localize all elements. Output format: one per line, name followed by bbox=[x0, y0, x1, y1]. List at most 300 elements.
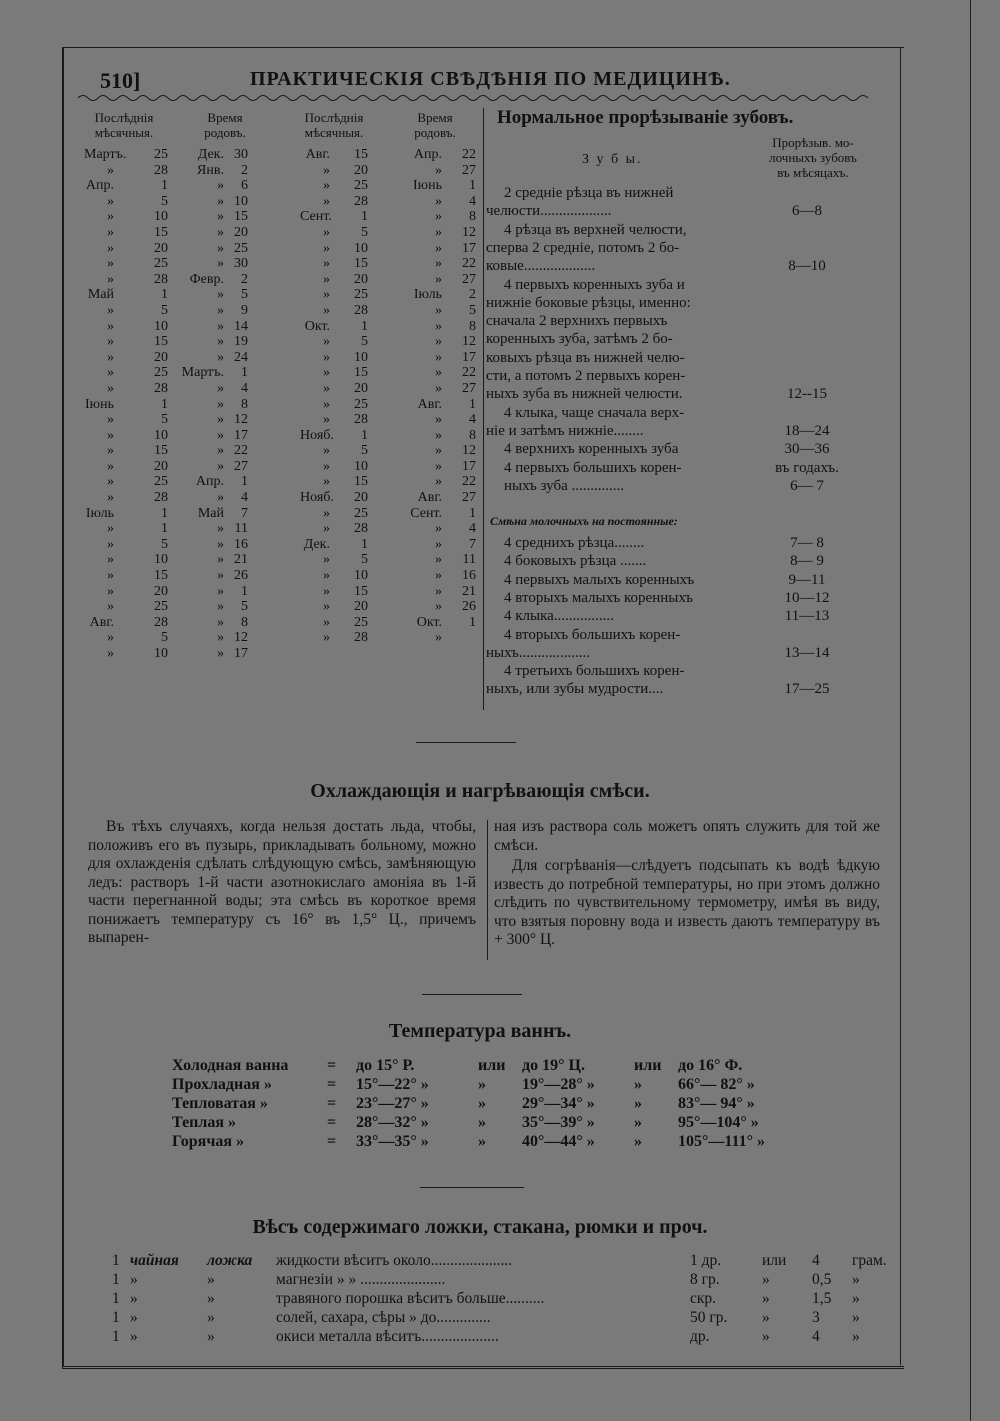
table-cell: Горячая » bbox=[172, 1133, 245, 1150]
table-cell: » bbox=[435, 318, 442, 334]
table-cell: 4 bbox=[469, 521, 476, 537]
table-cell: » bbox=[107, 271, 114, 287]
table-cell: 33°—35° » bbox=[356, 1133, 429, 1150]
teeth-line: 4 среднихъ рѣзца........ bbox=[504, 535, 645, 551]
table-cell: Холодная ванна bbox=[172, 1057, 289, 1074]
table-row bbox=[84, 443, 248, 459]
table-cell: 24 bbox=[234, 349, 248, 365]
table-cell: 22 bbox=[462, 474, 476, 490]
table-cell: 27 bbox=[462, 162, 476, 178]
table-row bbox=[300, 443, 476, 459]
table-row bbox=[84, 630, 248, 646]
table-cell: 20 bbox=[354, 162, 368, 178]
table-cell: » bbox=[217, 334, 224, 350]
table-cell: 15 bbox=[154, 224, 168, 240]
table-cell: 16 bbox=[462, 568, 476, 584]
mixtures-right-paragraph bbox=[494, 818, 880, 950]
table-cell: 1 bbox=[241, 365, 248, 381]
table-cell: Авг. bbox=[305, 147, 330, 162]
table-cell: 10 bbox=[154, 552, 168, 568]
teeth-description bbox=[486, 184, 748, 221]
table-cell: » bbox=[217, 193, 224, 209]
table-cell: » bbox=[323, 521, 330, 537]
table-cell: 4 bbox=[812, 1328, 820, 1345]
table-cell: 28 bbox=[354, 412, 368, 428]
table-cell: » bbox=[435, 412, 442, 428]
table-cell: 25 bbox=[154, 599, 168, 615]
table-cell: » bbox=[107, 630, 114, 646]
table-cell: » bbox=[217, 302, 224, 318]
table-cell: 1 bbox=[161, 521, 168, 537]
table-cell: » bbox=[107, 599, 114, 615]
table-cell: Тепловатая » bbox=[172, 1095, 268, 1112]
page-frame-right bbox=[900, 47, 901, 1365]
table-cell: » bbox=[107, 256, 114, 272]
teeth-line: ковыхъ рѣзца въ нижней челю- bbox=[486, 349, 685, 366]
table-row bbox=[300, 303, 476, 319]
table-cell: 1 bbox=[361, 536, 368, 552]
table-cell: Іюль bbox=[413, 287, 442, 303]
table-cell: 27 bbox=[234, 458, 248, 474]
table-cell: 15 bbox=[354, 256, 368, 272]
table-cell: 12 bbox=[462, 334, 476, 350]
table-cell: 28 bbox=[154, 271, 168, 287]
table-row bbox=[300, 365, 476, 381]
table-cell: 2 bbox=[469, 287, 476, 303]
table-row bbox=[172, 1076, 832, 1095]
teeth-description bbox=[486, 662, 748, 699]
table-row bbox=[112, 1328, 882, 1347]
teeth-value: въ годахъ. bbox=[775, 459, 839, 476]
table-row bbox=[84, 537, 248, 553]
table-cell: до 16° Ф. bbox=[678, 1057, 743, 1074]
table-cell: 15 bbox=[234, 209, 248, 225]
table-cell: 1 bbox=[469, 505, 476, 521]
table-cell: 10 bbox=[154, 646, 168, 661]
table-cell: 5 bbox=[469, 302, 476, 318]
table-cell: » bbox=[107, 380, 114, 396]
table-cell: » bbox=[323, 256, 330, 272]
table-cell: » bbox=[217, 224, 224, 240]
table-cell: » bbox=[217, 256, 224, 272]
table-cell bbox=[442, 630, 476, 646]
table-cell: 26 bbox=[234, 568, 248, 584]
table-cell: 10 bbox=[234, 193, 248, 209]
table-cell: » bbox=[207, 1309, 215, 1326]
teeth-description bbox=[486, 534, 748, 552]
table-cell: 8 bbox=[241, 396, 248, 412]
table-cell: » bbox=[435, 521, 442, 537]
table-cell: скр. bbox=[690, 1290, 717, 1307]
table-row bbox=[84, 194, 248, 210]
table-cell: 5 bbox=[241, 599, 248, 615]
teeth-value: 17—25 bbox=[784, 681, 830, 698]
table-cell: 28 bbox=[354, 521, 368, 537]
table-cell: 5 bbox=[161, 412, 168, 428]
teeth-line: ныхъ зуба въ нижней челюсти. bbox=[486, 386, 683, 403]
table-row bbox=[84, 490, 248, 506]
table-row bbox=[300, 412, 476, 428]
table-row bbox=[300, 428, 476, 444]
table-cell: 5 bbox=[241, 287, 248, 303]
table-cell: 10 bbox=[354, 458, 368, 474]
table-cell: 20 bbox=[154, 240, 168, 256]
table-cell: Февр. bbox=[189, 271, 224, 287]
table-cell: 28 bbox=[354, 630, 368, 646]
table-cell: 1 bbox=[112, 1328, 120, 1345]
table-cell: 20 bbox=[154, 458, 168, 474]
mixtures-column-separator bbox=[487, 820, 488, 960]
table-row bbox=[172, 1095, 832, 1114]
table-cell: » bbox=[323, 412, 330, 428]
table-cell: » bbox=[435, 302, 442, 318]
teeth-title: Нормальное прорѣзываніе зубовъ. bbox=[497, 107, 794, 128]
table-cell: 2 bbox=[241, 162, 248, 178]
table-row bbox=[84, 397, 248, 413]
table-cell: или bbox=[634, 1057, 662, 1074]
teeth-value: 13—14 bbox=[784, 644, 830, 661]
table-cell: » bbox=[217, 458, 224, 474]
table-cell: » bbox=[435, 209, 442, 225]
table-cell: = bbox=[327, 1095, 337, 1112]
table-cell: » bbox=[107, 552, 114, 568]
table-row bbox=[300, 630, 476, 646]
table-cell: 10 bbox=[154, 209, 168, 225]
table-row bbox=[300, 599, 476, 615]
table-cell: » bbox=[217, 646, 224, 661]
table-row bbox=[172, 1114, 832, 1133]
table-cell: Сент. bbox=[410, 505, 442, 521]
table-cell: » bbox=[217, 443, 224, 459]
table-cell: 20 bbox=[354, 599, 368, 615]
table-cell: » bbox=[323, 599, 330, 615]
table-row bbox=[84, 568, 248, 584]
table-cell: » bbox=[107, 427, 114, 443]
table-row bbox=[84, 552, 248, 568]
table-cell: травяного порошка вѣситъ больше.......... bbox=[276, 1290, 545, 1307]
table-cell: » bbox=[435, 552, 442, 568]
list-item bbox=[486, 534, 862, 552]
table-row bbox=[112, 1271, 882, 1290]
weights-title: Вѣсъ содержимаго ложки, стакана, рюмки и проч. bbox=[252, 1216, 708, 1238]
teeth-line: 4 первыхъ коренныхъ зуба и bbox=[504, 276, 685, 293]
table-cell: 1 др. bbox=[690, 1252, 722, 1269]
table-cell: Дек. bbox=[303, 536, 330, 552]
table-cell: » bbox=[130, 1290, 138, 1307]
table-cell: 12 bbox=[234, 412, 248, 428]
table-cell: 23°—27° » bbox=[356, 1095, 429, 1112]
table-cell: » bbox=[107, 412, 114, 428]
table-cell: 17 bbox=[234, 427, 248, 443]
table-cell: » bbox=[435, 536, 442, 552]
table-cell: » bbox=[478, 1076, 486, 1093]
table-cell: » bbox=[435, 193, 442, 209]
table-cell: » bbox=[478, 1114, 486, 1131]
table-cell: » bbox=[107, 365, 114, 381]
teeth-line: 4 третьихъ большихъ корен- bbox=[504, 663, 685, 680]
table-cell: 14 bbox=[234, 318, 248, 334]
page-title: ПРАКТИЧЕСКІЯ СВѢДѢНІЯ ПО МЕДИЦИНѢ. bbox=[250, 68, 731, 90]
teeth-description bbox=[486, 440, 748, 458]
table-cell: 10 bbox=[154, 318, 168, 334]
table-cell: Дек. bbox=[197, 147, 224, 162]
table-cell: 7 bbox=[241, 505, 248, 521]
table-cell: Авг. bbox=[89, 614, 114, 630]
table-row bbox=[84, 599, 248, 615]
table-cell: » bbox=[323, 224, 330, 240]
table-cell: Мартъ. bbox=[84, 147, 127, 162]
table-cell: чайная bbox=[130, 1252, 179, 1269]
teeth-value: 6—8 bbox=[792, 203, 822, 220]
teeth-line: ныхъ, или зубы мудрости.... bbox=[486, 681, 664, 698]
table-cell: 28 bbox=[354, 193, 368, 209]
table-cell: » bbox=[130, 1309, 138, 1326]
list-item bbox=[486, 571, 862, 589]
table-cell: » bbox=[107, 646, 114, 661]
table-cell: магнезіи » » ...................... bbox=[276, 1271, 446, 1288]
table-cell: 28 bbox=[154, 380, 168, 396]
table-cell: » bbox=[217, 583, 224, 599]
table-cell: Окт. bbox=[416, 614, 442, 630]
teeth-change-header: Смѣна молочныхъ на постоянные: bbox=[490, 514, 678, 528]
table-cell: 12 bbox=[462, 224, 476, 240]
table-row bbox=[172, 1133, 832, 1152]
table-cell: 17 bbox=[462, 349, 476, 365]
teeth-value: 9—11 bbox=[788, 571, 826, 588]
list-item bbox=[486, 221, 862, 276]
table-row bbox=[84, 506, 248, 522]
list-item bbox=[486, 589, 862, 607]
list-item bbox=[486, 662, 862, 699]
table-cell: » bbox=[852, 1328, 860, 1345]
table-row bbox=[300, 272, 476, 288]
table-cell: » bbox=[323, 334, 330, 350]
table-cell: = bbox=[327, 1076, 337, 1093]
table-cell: 5 bbox=[361, 334, 368, 350]
table-cell: 12 bbox=[462, 443, 476, 459]
table-row bbox=[172, 1057, 832, 1076]
table-cell: 22 bbox=[462, 256, 476, 272]
teeth-line: сти, а потомъ 2 первыхъ корен- bbox=[486, 367, 686, 384]
table-cell: 10 bbox=[354, 349, 368, 365]
pregnancy-table-right bbox=[300, 147, 476, 646]
table-cell: 1,5 bbox=[812, 1290, 832, 1307]
table-cell: 15 bbox=[354, 474, 368, 490]
table-cell: » bbox=[217, 536, 224, 552]
table-cell: др. bbox=[690, 1328, 710, 1345]
table-cell: 2 bbox=[241, 271, 248, 287]
table-cell: 1 bbox=[112, 1252, 120, 1269]
teeth-description bbox=[486, 589, 748, 607]
teeth-line: 4 вторыхъ малыхъ коренныхъ bbox=[504, 589, 694, 606]
table-cell: 5 bbox=[361, 224, 368, 240]
table-cell: = bbox=[327, 1114, 337, 1131]
table-row bbox=[300, 225, 476, 241]
table-cell: Мартъ. bbox=[181, 365, 224, 381]
table-cell: » bbox=[478, 1095, 486, 1112]
table-cell: » bbox=[323, 568, 330, 584]
table-cell: » bbox=[852, 1290, 860, 1307]
table-cell: 66°— 82° » bbox=[678, 1076, 755, 1093]
table-cell: или bbox=[762, 1252, 787, 1269]
table-cell: 4 bbox=[469, 412, 476, 428]
table-cell: 15 bbox=[354, 147, 368, 162]
table-cell: » bbox=[107, 334, 114, 350]
teeth-value: 7— 8 bbox=[790, 535, 824, 551]
table-cell: » bbox=[107, 458, 114, 474]
table-cell: » bbox=[323, 474, 330, 490]
table-cell: Авг. bbox=[417, 490, 442, 506]
table-cell: Сент. bbox=[300, 209, 332, 225]
table-row bbox=[300, 459, 476, 475]
table-cell: 5 bbox=[161, 302, 168, 318]
table-cell: » bbox=[217, 380, 224, 396]
teeth-line: 2 средніе рѣзца въ нижней bbox=[504, 185, 674, 201]
table-cell: 28 bbox=[354, 302, 368, 318]
teeth-header-left: З у б ы. bbox=[582, 152, 643, 167]
table-cell: 10 bbox=[354, 240, 368, 256]
table-cell: 95°—104° » bbox=[678, 1114, 759, 1131]
teeth-line: 4 верхнихъ коренныхъ зуба bbox=[504, 441, 679, 458]
table-cell: 5 bbox=[161, 536, 168, 552]
table-cell: » bbox=[323, 178, 330, 194]
table-cell: 20 bbox=[354, 490, 368, 506]
table-cell: Апр. bbox=[85, 178, 114, 194]
table-cell: » bbox=[634, 1095, 642, 1112]
table-cell: » bbox=[852, 1309, 860, 1326]
table-cell: 1 bbox=[469, 178, 476, 194]
table-cell: 29°—34° » bbox=[522, 1095, 595, 1112]
table-row bbox=[300, 537, 476, 553]
table-cell: » bbox=[323, 365, 330, 381]
pt-header-col4: Время родовъ. bbox=[414, 110, 456, 140]
table-cell: Май bbox=[197, 505, 224, 521]
teeth-line: челюсти................... bbox=[486, 203, 612, 220]
table-cell: 9 bbox=[241, 302, 248, 318]
table-cell: 20 bbox=[354, 380, 368, 396]
table-cell: » bbox=[107, 349, 114, 365]
teeth-line: ніе и затѣмъ нижніе........ bbox=[486, 422, 644, 439]
table-cell: » bbox=[217, 209, 224, 225]
table-row bbox=[84, 209, 248, 225]
table-cell: » bbox=[435, 458, 442, 474]
table-cell: 20 bbox=[154, 583, 168, 599]
table-cell: Май bbox=[87, 287, 114, 303]
table-row bbox=[300, 397, 476, 413]
table-row bbox=[84, 584, 248, 600]
table-cell: 25 bbox=[354, 396, 368, 412]
pt-header-col3: Послѣднія мѣсячныя. bbox=[304, 110, 364, 140]
table-cell: = bbox=[327, 1133, 337, 1150]
table-cell: жидкости вѣситъ около..................... bbox=[276, 1252, 513, 1269]
table-cell: 1 bbox=[161, 396, 168, 412]
table-row bbox=[300, 178, 476, 194]
table-cell: » bbox=[435, 599, 442, 615]
table-cell: 5 bbox=[361, 443, 368, 459]
table-cell: » bbox=[762, 1290, 770, 1307]
table-cell: » bbox=[217, 240, 224, 256]
table-cell: 12 bbox=[234, 630, 248, 646]
table-cell: 1 bbox=[241, 583, 248, 599]
table-cell: » bbox=[762, 1328, 770, 1345]
page-number: 510] bbox=[100, 68, 141, 93]
table-cell: ложка bbox=[207, 1252, 253, 1269]
teeth-line: 4 боковыхъ рѣзца ....... bbox=[504, 553, 647, 570]
wavy-divider bbox=[78, 90, 868, 106]
table-cell: 3 bbox=[812, 1309, 820, 1326]
table-cell: 17 bbox=[462, 458, 476, 474]
table-cell: 40°—44° » bbox=[522, 1133, 595, 1150]
table-cell: Апр. bbox=[413, 147, 442, 162]
table-cell: 25 bbox=[354, 178, 368, 194]
table-cell: 15°—22° » bbox=[356, 1076, 429, 1093]
list-item bbox=[486, 404, 862, 441]
table-row bbox=[300, 163, 476, 179]
table-cell: 19 bbox=[234, 334, 248, 350]
table-cell: » bbox=[107, 224, 114, 240]
table-cell: 1 bbox=[361, 318, 368, 334]
table-cell: » bbox=[107, 162, 114, 178]
table-cell: » bbox=[130, 1328, 138, 1345]
section-rule bbox=[422, 994, 522, 995]
mixtures-left-paragraph bbox=[88, 818, 476, 948]
teeth-line: ковые................... bbox=[486, 258, 596, 275]
table-cell: 11 bbox=[234, 521, 248, 537]
table-cell: » bbox=[107, 318, 114, 334]
teeth-line: 4 клыка, чаще сначала верх- bbox=[504, 404, 685, 421]
table-cell: » bbox=[217, 318, 224, 334]
table-cell: 5 bbox=[361, 552, 368, 568]
table-cell: » bbox=[435, 630, 442, 646]
table-cell: 4 bbox=[469, 193, 476, 209]
table-cell: » bbox=[217, 287, 224, 303]
table-cell: » bbox=[435, 271, 442, 287]
list-item bbox=[486, 607, 862, 625]
table-row bbox=[84, 163, 248, 179]
teeth-line: сперва 2 средніе, потомъ 2 бо- bbox=[486, 239, 680, 256]
table-cell: Авг. bbox=[417, 396, 442, 412]
table-cell: » bbox=[435, 380, 442, 396]
table-cell: » bbox=[478, 1133, 486, 1150]
table-cell: » bbox=[217, 427, 224, 443]
table-cell: » bbox=[435, 349, 442, 365]
table-cell: Нояб. bbox=[300, 490, 334, 506]
table-cell: » bbox=[107, 536, 114, 552]
table-row bbox=[84, 615, 248, 631]
table-cell: 11 bbox=[462, 552, 476, 568]
table-cell: » bbox=[323, 630, 330, 646]
table-cell: 1 bbox=[161, 287, 168, 303]
table-cell: 22 bbox=[462, 365, 476, 381]
table-row bbox=[84, 412, 248, 428]
table-row bbox=[300, 381, 476, 397]
table-row bbox=[84, 334, 248, 350]
table-row bbox=[84, 459, 248, 475]
table-cell: 4 bbox=[241, 380, 248, 396]
table-cell: 25 bbox=[154, 147, 168, 162]
table-cell: 5 bbox=[161, 193, 168, 209]
table-cell: 21 bbox=[462, 583, 476, 599]
list-item bbox=[486, 459, 862, 477]
table-row bbox=[84, 272, 248, 288]
table-row bbox=[84, 303, 248, 319]
table-cell: » bbox=[323, 505, 330, 521]
table-cell: 4 bbox=[812, 1252, 820, 1269]
table-row bbox=[300, 490, 476, 506]
table-cell: 5 bbox=[161, 630, 168, 646]
table-cell: » bbox=[207, 1328, 215, 1345]
table-cell: » bbox=[217, 396, 224, 412]
